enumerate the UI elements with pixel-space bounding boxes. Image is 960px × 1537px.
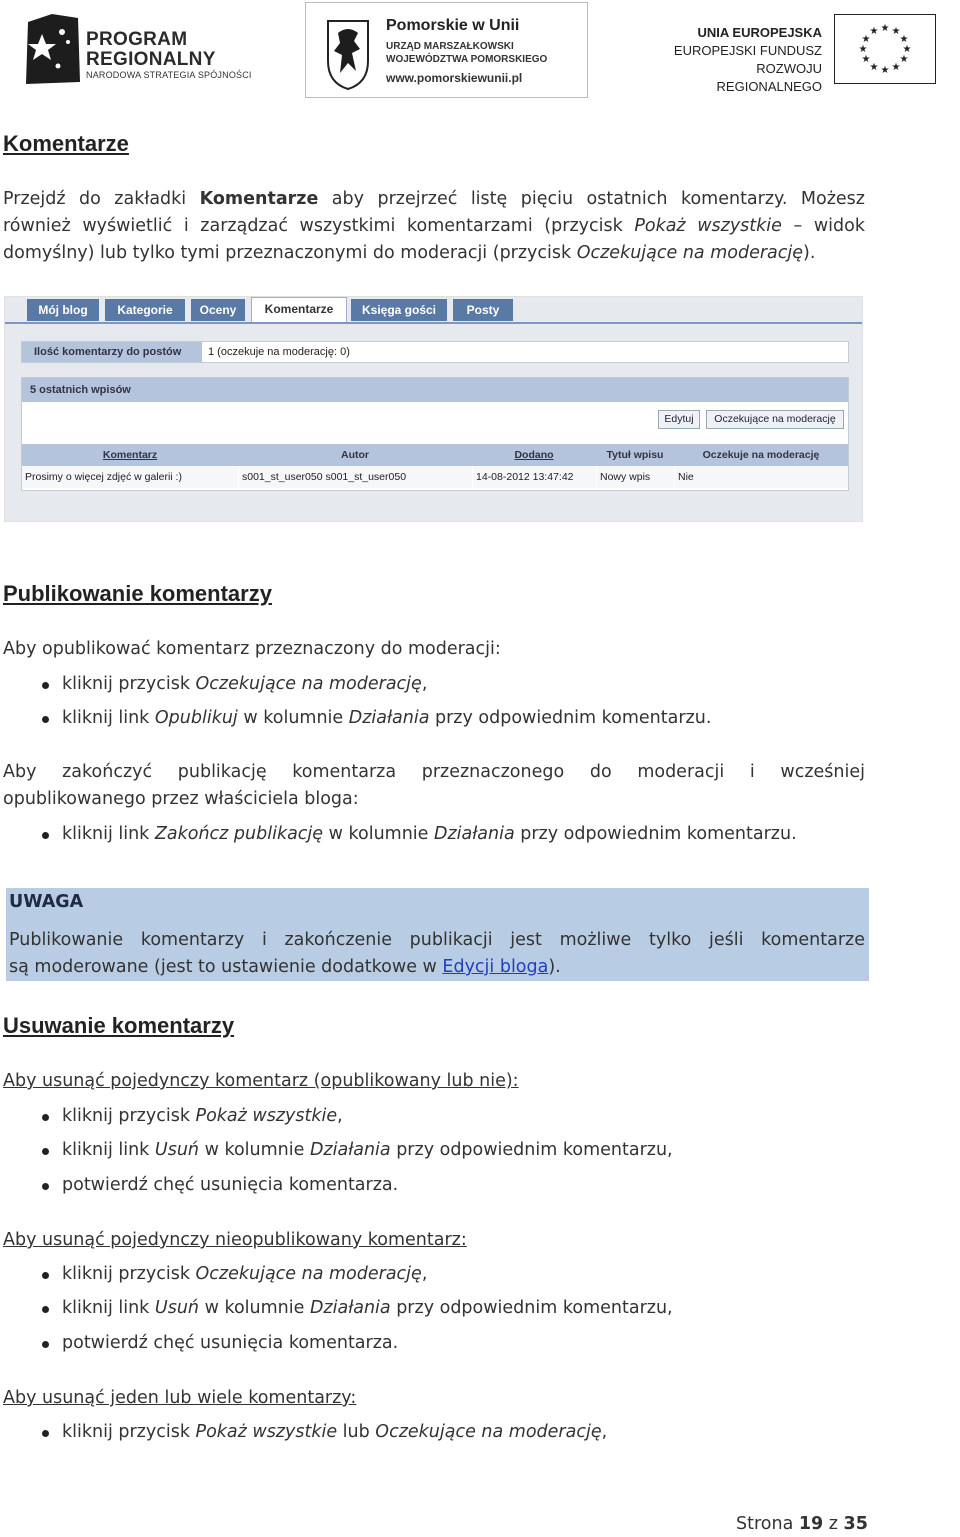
- bullet-icon: [42, 716, 49, 723]
- svg-text:★: ★: [861, 54, 871, 65]
- program-regionalny-logo: [22, 12, 252, 86]
- note-title: UWAGA: [9, 892, 84, 912]
- svg-text:★: ★: [869, 62, 879, 73]
- list-item: kliknij przycisk Pokaż wszystkie lub Oczekujące na moderację,: [62, 1419, 607, 1446]
- column-oczekuje: Oczekuje na moderację: [702, 449, 820, 461]
- list-item: kliknij link Usuń w kolumnie Działania przy odpowiednim komentarzu,: [62, 1137, 673, 1164]
- note-line-2: są moderowane (jest to ustawienie dodatkowe w Edycji bloga).: [9, 957, 561, 977]
- cell-autor: s001_st_user050 s001_st_user050: [238, 466, 473, 488]
- delete-intro-1: Aby usunąć pojedynczy komentarz (opublikowany lub nie):: [3, 1071, 519, 1091]
- note-line-1: Publikowanie komentarzy i zakończenie publikacji jest możliwe tylko jeśli komentarze: [9, 930, 865, 950]
- recent-comments-panel: [21, 377, 849, 491]
- unpublish-intro-line-2: opublikowanego przez właściciela bloga:: [3, 789, 359, 809]
- column-dodano[interactable]: Dodano: [514, 449, 554, 461]
- eu-stars-icon: [835, 15, 934, 82]
- edit-button[interactable]: Edytuj: [658, 410, 700, 429]
- svg-text:★: ★: [858, 44, 868, 55]
- pomorskie-logo-url: www.pomorskiewunii.pl: [386, 71, 523, 85]
- program-logo-tagline: NARODOWA STRATEGIA SPÓJNOŚCI: [86, 70, 252, 80]
- comment-count-row: [21, 341, 849, 363]
- recent-comments-title: 5 ostatnich wpisów: [22, 378, 848, 402]
- svg-text:★: ★: [899, 34, 909, 45]
- cell-komentarz: Prosimy o więcej zdjęć w galerii :): [25, 471, 182, 483]
- svg-text:★: ★: [891, 26, 901, 37]
- pomorskie-logo-office: URZĄD MARSZAŁKOWSKI WOJEWÓDZTWA POMORSKIEGO: [386, 41, 548, 65]
- bullet-icon: [42, 682, 49, 689]
- svg-text:★: ★: [899, 54, 909, 65]
- intro-line-2: również wyświetlić i zarządzać wszystkimi komentarzami (przycisk Pokaż wszystkie – widok: [3, 216, 865, 236]
- list-item: kliknij link Usuń w kolumnie Działania przy odpowiednim komentarzu,: [62, 1295, 673, 1322]
- list-item: kliknij link Opublikuj w kolumnie Działania przy odpowiednim komentarzu.: [62, 705, 711, 732]
- page-number: Strona 19 z 35: [736, 1514, 868, 1534]
- unpublish-intro-line-1: Aby zakończyć publikację komentarza przeznaczonego do moderacji i wcześniej: [3, 762, 865, 782]
- note-box: [6, 888, 869, 981]
- tab-komentarze[interactable]: Komentarze: [251, 297, 347, 323]
- column-tytul-wpisu: Tytuł wpisu: [606, 449, 664, 461]
- cell-tytul-wpisu: Nowy wpis: [596, 466, 675, 488]
- list-item: kliknij link Zakończ publikację w kolumnie Działania przy odpowiednim komentarzu.: [62, 821, 797, 848]
- publish-intro: Aby opublikować komentarz przeznaczony do moderacji:: [3, 639, 501, 659]
- svg-text:★: ★: [869, 26, 879, 37]
- intro-line-1: Przejdź do zakładki Komentarze aby przejrzeć listę pięciu ostatnich komentarzy. Możesz: [3, 189, 865, 209]
- bullet-icon: [42, 1341, 49, 1348]
- blog-edit-link[interactable]: Edycji bloga: [442, 957, 549, 977]
- bullet-icon: [42, 1306, 49, 1313]
- column-autor: Autor: [341, 449, 369, 461]
- list-item: kliknij przycisk Pokaż wszystkie,: [62, 1103, 343, 1130]
- svg-text:★: ★: [861, 34, 871, 45]
- tab-underline: [5, 322, 862, 324]
- pending-moderation-button[interactable]: Oczekujące na moderację: [706, 410, 844, 429]
- comment-count-label: Ilość komentarzy do postów: [22, 342, 202, 362]
- delete-intro-3: Aby usunąć jeden lub wiele komentarzy:: [3, 1388, 357, 1408]
- section-title-komentarze: Komentarze: [3, 131, 129, 156]
- pomorskie-logo: [305, 2, 588, 98]
- tab-kategorie[interactable]: Kategorie: [105, 299, 185, 321]
- svg-text:★: ★: [902, 44, 912, 55]
- intro-line-3: domyślny) lub tylko tymi przeznaczonymi do moderacji (przycisk Oczekujące na moderację).: [3, 243, 816, 263]
- list-item: kliknij przycisk Oczekujące na moderację,: [62, 1261, 427, 1288]
- delete-intro-2: Aby usunąć pojedynczy nieopublikowany komentarz:: [3, 1230, 467, 1250]
- list-item: kliknij przycisk Oczekujące na moderację,: [62, 671, 427, 698]
- cell-oczekuje: Nie: [674, 466, 849, 488]
- svg-text:★: ★: [880, 65, 890, 76]
- column-komentarz[interactable]: Komentarz: [102, 449, 158, 461]
- section-title-usuwanie: Usuwanie komentarzy: [3, 1013, 235, 1038]
- table-row: [22, 466, 848, 488]
- bullet-icon: [42, 1272, 49, 1279]
- svg-text:★: ★: [891, 62, 901, 73]
- pomorskie-logo-title: Pomorskie w Unii: [386, 17, 520, 34]
- bullet-icon: [42, 1148, 49, 1155]
- section-title-publikowanie: Publikowanie komentarzy: [3, 581, 272, 606]
- bullet-icon: [42, 1430, 49, 1437]
- bullet-icon: [42, 832, 49, 839]
- program-logo-title: PROGRAM REGIONALNY: [86, 29, 216, 70]
- bullet-icon: [42, 1183, 49, 1190]
- comments-table-header: [22, 444, 848, 466]
- comment-count-value: 1 (oczekuje na moderację: 0): [208, 346, 350, 358]
- tab-ksiega-gosci[interactable]: Księga gości: [351, 299, 447, 321]
- tab-posty[interactable]: Posty: [453, 299, 513, 321]
- svg-text:★: ★: [880, 23, 890, 34]
- comments-panel-screenshot: [4, 296, 863, 522]
- tab-oceny[interactable]: Oceny: [191, 299, 245, 321]
- list-item: potwierdź chęć usunięcia komentarza.: [62, 1330, 398, 1357]
- bullet-icon: [42, 1114, 49, 1121]
- tab-moj-blog[interactable]: Mój blog: [27, 299, 99, 321]
- list-item: potwierdź chęć usunięcia komentarza.: [62, 1172, 398, 1199]
- eu-flag-icon: [834, 14, 936, 84]
- cell-dodano: 14-08-2012 13:47:42: [472, 466, 597, 488]
- griffin-emblem-icon: [318, 11, 378, 91]
- ue-logo-text: UNIA EUROPEJSKA EUROPEJSKI FUNDUSZ ROZWOJU REGIONALNEGO: [673, 25, 822, 94]
- star-figure-icon: [22, 12, 82, 86]
